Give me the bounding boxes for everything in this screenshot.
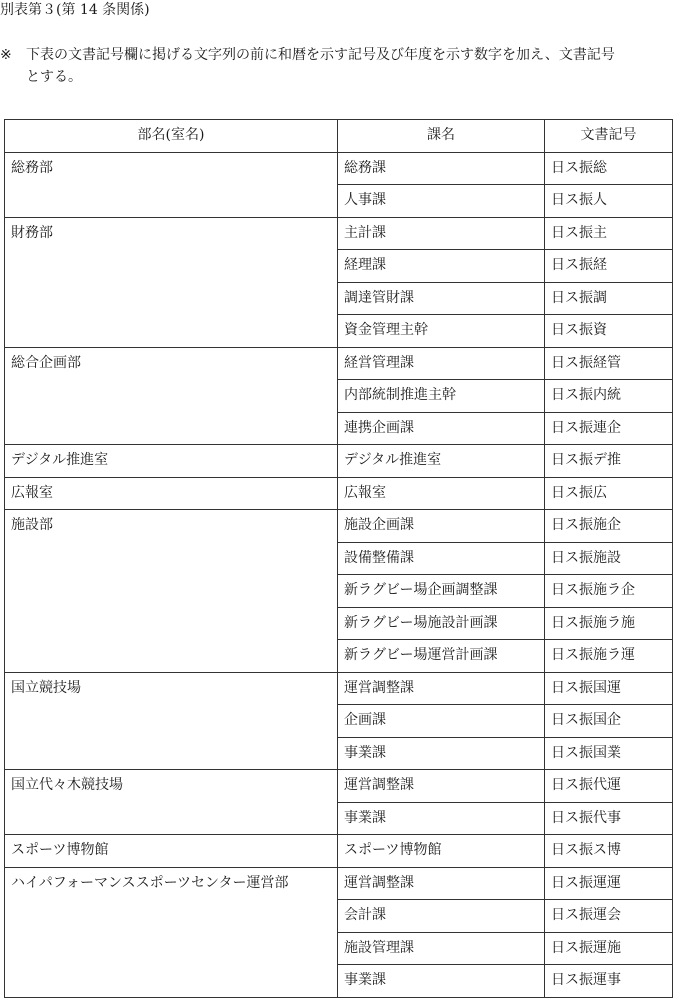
department-cell: 国立競技場 [5, 672, 338, 770]
code-cell: 日ス振経管 [545, 347, 673, 380]
section-cell: 広報室 [338, 477, 545, 510]
section-cell: 総務課 [338, 152, 545, 185]
section-cell: スポーツ博物館 [338, 835, 545, 868]
section-cell: 調達管財課 [338, 282, 545, 315]
section-cell: 施設管理課 [338, 932, 545, 965]
department-cell: 施設部 [5, 510, 338, 673]
table-row [5, 770, 673, 803]
table-row [5, 510, 673, 543]
department-cell: スポーツ博物館 [5, 835, 338, 868]
section-cell: 新ラグビー場運営計画課 [338, 640, 545, 673]
section-cell: 新ラグビー場企画調整課 [338, 575, 545, 608]
section-cell: 内部統制推進主幹 [338, 380, 545, 413]
code-cell: 日ス振経 [545, 250, 673, 283]
code-cell: 日ス振国運 [545, 672, 673, 705]
code-cell: 日ス振資 [545, 315, 673, 348]
code-cell: 日ス振運施 [545, 932, 673, 965]
section-cell: 資金管理主幹 [338, 315, 545, 348]
section-cell: 企画課 [338, 705, 545, 738]
table-row [5, 672, 673, 705]
note-text-2: とする。 [26, 69, 82, 85]
table-row [5, 867, 673, 900]
section-cell: 運営調整課 [338, 770, 545, 803]
header-code: 文書記号 [545, 120, 673, 153]
table-row [5, 477, 673, 510]
section-cell: デジタル推進室 [338, 445, 545, 478]
table-row [5, 347, 673, 380]
department-cell: 財務部 [5, 217, 338, 347]
table-row [5, 217, 673, 250]
code-cell: 日ス振施ラ施 [545, 607, 673, 640]
page-heading: 別表第３(第 14 条関係) [0, 2, 150, 18]
code-cell: 日ス振内統 [545, 380, 673, 413]
section-cell: 施設企画課 [338, 510, 545, 543]
department-cell: 総務部 [5, 152, 338, 217]
department-cell: デジタル推進室 [5, 445, 338, 478]
department-cell: 広報室 [5, 477, 338, 510]
table-header-row [5, 120, 673, 153]
section-cell: 新ラグビー場施設計画課 [338, 607, 545, 640]
code-cell: 日ス振代事 [545, 802, 673, 835]
section-cell: 経営管理課 [338, 347, 545, 380]
table-body [5, 152, 673, 997]
code-cell: 日ス振デ推 [545, 445, 673, 478]
note-mark: ※ [0, 47, 12, 63]
code-cell: 日ス振総 [545, 152, 673, 185]
code-cell: 日ス振施企 [545, 510, 673, 543]
code-cell: 日ス振国業 [545, 737, 673, 770]
note-block [0, 44, 673, 88]
note-line-2 [0, 66, 673, 88]
section-cell: 設備整備課 [338, 542, 545, 575]
department-cell: 総合企画部 [5, 347, 338, 445]
section-cell: 事業課 [338, 737, 545, 770]
code-cell: 日ス振運運 [545, 867, 673, 900]
table-row [5, 835, 673, 868]
header-section: 課名 [338, 120, 545, 153]
header-department: 部名(室名) [5, 120, 338, 153]
section-cell: 連携企画課 [338, 412, 545, 445]
code-cell: 日ス振連企 [545, 412, 673, 445]
code-cell: 日ス振運会 [545, 900, 673, 933]
document-code-table [4, 119, 673, 998]
section-cell: 経理課 [338, 250, 545, 283]
code-cell: 日ス振運事 [545, 965, 673, 998]
code-cell: 日ス振広 [545, 477, 673, 510]
section-cell: 運営調整課 [338, 672, 545, 705]
section-cell: 事業課 [338, 965, 545, 998]
section-cell: 事業課 [338, 802, 545, 835]
section-cell: 会計課 [338, 900, 545, 933]
table-row [5, 445, 673, 478]
code-cell: 日ス振主 [545, 217, 673, 250]
section-cell: 運営調整課 [338, 867, 545, 900]
department-cell: ハイパフォーマンススポーツセンター運営部 [5, 867, 338, 997]
code-cell: 日ス振施設 [545, 542, 673, 575]
table-row [5, 152, 673, 185]
code-cell: 日ス振代運 [545, 770, 673, 803]
department-cell: 国立代々木競技場 [5, 770, 338, 835]
note-text-1: 下表の文書記号欄に掲げる文字列の前に和暦を示す記号及び年度を示す数字を加え、文書記号 [26, 47, 615, 63]
code-cell: 日ス振施ラ企 [545, 575, 673, 608]
code-cell: 日ス振国企 [545, 705, 673, 738]
code-cell: 日ス振人 [545, 185, 673, 218]
section-cell: 人事課 [338, 185, 545, 218]
code-cell: 日ス振施ラ運 [545, 640, 673, 673]
code-cell: 日ス振ス博 [545, 835, 673, 868]
code-cell: 日ス振調 [545, 282, 673, 315]
note-line-1 [0, 44, 673, 66]
section-cell: 主計課 [338, 217, 545, 250]
